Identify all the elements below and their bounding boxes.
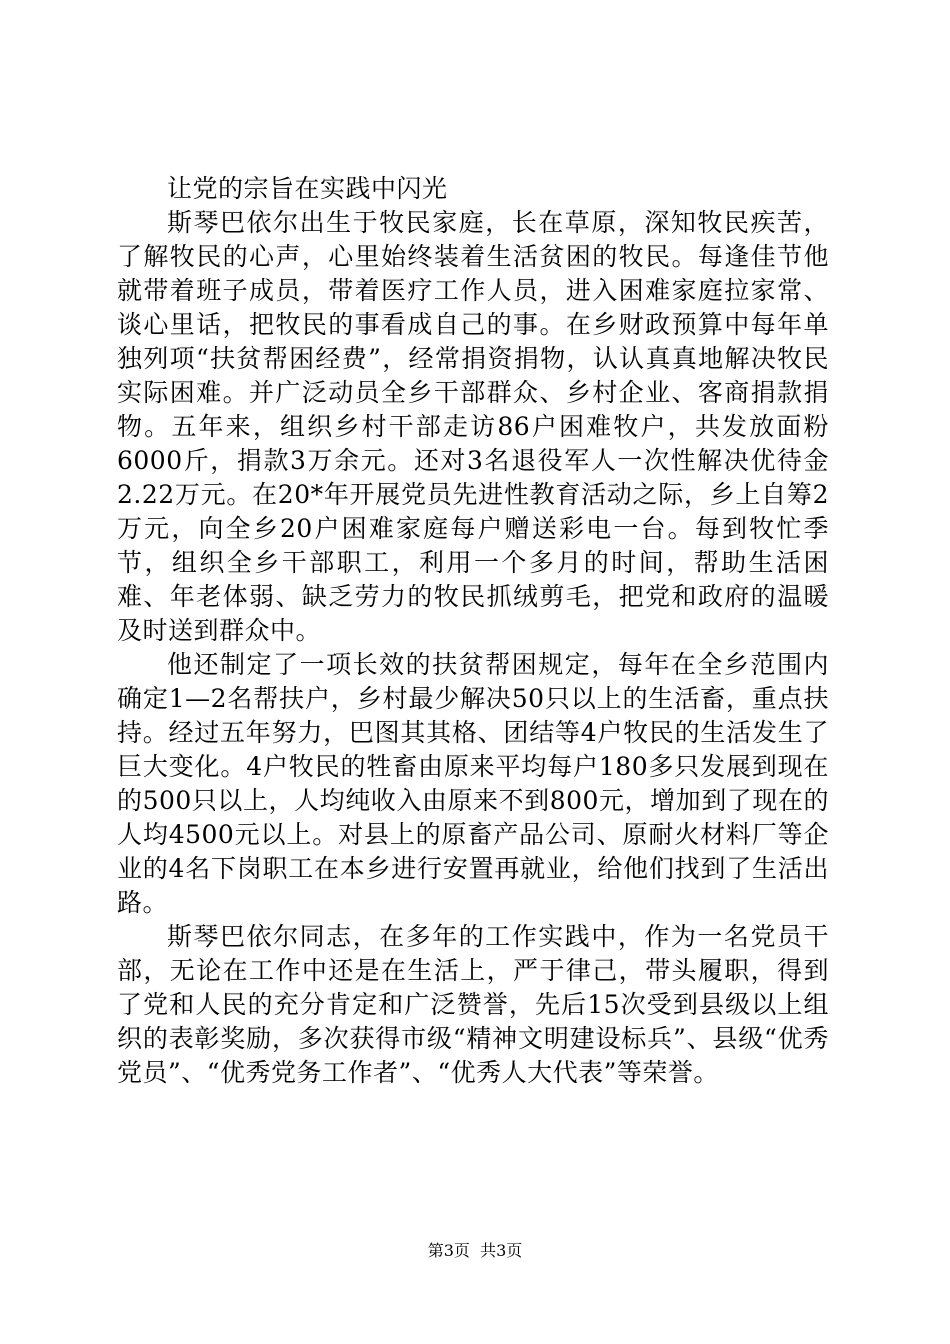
page-number-label: 第3页 共3页 [427, 1241, 523, 1260]
paragraph: 他还制定了一项长效的扶贫帮困规定，每年在全乡范围内确定1—2名帮扶户，乡村最少解决50只以上的生活畜，重点扶持。经过五年努力，巴图其其格、团结等4户牧民的生活发生了巨大变化。4户牧民的牲畜由原来平均每户180多只发展到现在的500只以上，人均纯收入由原来不到800元，增加到了现在的人均4500元以上。对县上的原畜产品公司、原耐火材料厂等企业的4名下岗职工在本乡进行安置再就业，给他们找到了生活出路。 [117, 650, 829, 917]
document-body [117, 172, 829, 1090]
document-title: 让党的宗旨在实践中闪光 [167, 174, 448, 203]
page-footer [0, 1241, 950, 1261]
paragraph: 斯琴巴依尔出生于牧民家庭，长在草原，深知牧民疾苦，了解牧民的心声，心里始终装着生活贫困的牧民。每逢佳节他就带着班子成员，带着医疗工作人员，进入困难家庭拉家常、谈心里话，把牧民的事看成自己的事。在乡财政预算中每年单独列项“扶贫帮困经费”，经常捐资捐物，认认真真地解决牧民实际困难。并广泛动员全乡干部群众、乡村企业、客商捐款捐物。五年来，组织乡村干部走访86户困难牧户，共发放面粉6000斤，捐款3万余元。还对3名退役军人一次性解决优待金2.22万元。在20*年开展党员先进性教育活动之际，乡上自筹2万元，向全乡20户困难家庭每户赠送彩电一台。每到牧忙季节，组织全乡干部职工，利用一个多月的时间，帮助生活困难、年老体弱、缺乏劳力的牧民抓绒剪毛，把党和政府的温暖及时送到群众中。 [117, 208, 829, 645]
paragraph: 斯琴巴依尔同志，在多年的工作实践中，作为一名党员干部，无论在工作中还是在生活上，严于律己，带头履职，得到了党和人民的充分肯定和广泛赞誉，先后15次受到县级以上组织的表彰奖励，多次获得市级“精神文明建设标兵”、县级“优秀党员”、“优秀党务工作者”、“优秀人大代表”等荣誉。 [117, 922, 829, 1087]
